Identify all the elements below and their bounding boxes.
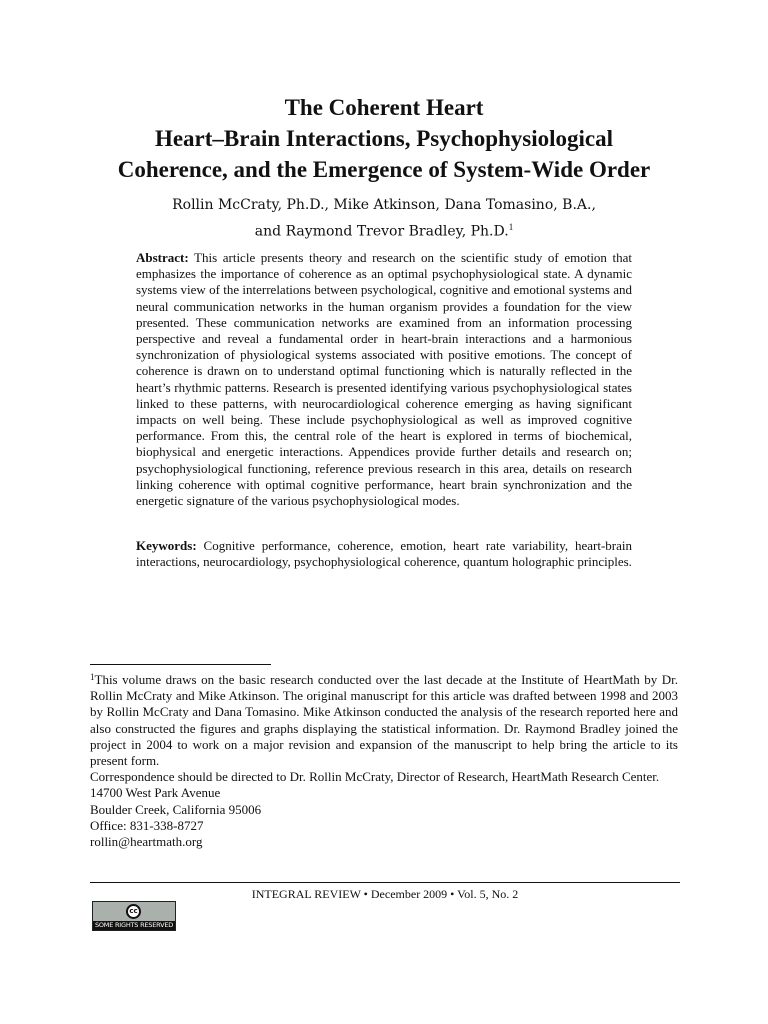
- authors-line-1: Rollin McCraty, Ph.D., Mike Atkinson, Dana Tomasino, B.A.,: [172, 197, 596, 213]
- keywords-label: Keywords:: [136, 538, 197, 553]
- article-title: [60, 92, 708, 185]
- footnote-marker[interactable]: 1: [508, 222, 514, 232]
- keywords-text: Cognitive performance, coherence, emotion, heart rate variability, heart-brain interactions, neurocardiology, psychophysiological coherence, quantum holographic principles.: [136, 538, 632, 570]
- footnote-body: [90, 669, 678, 769]
- journal-footer: INTEGRAL REVIEW • December 2009 • Vol. 5, No. 2: [251, 887, 519, 901]
- footer-divider: [90, 882, 680, 883]
- footnote: [90, 669, 678, 850]
- badge-label: SOME RIGHTS RESERVED: [94, 921, 174, 929]
- title-line-1: The Coherent Heart: [284, 95, 484, 120]
- creative-commons-icon: cc: [126, 904, 141, 919]
- abstract-label: Abstract:: [136, 250, 189, 265]
- title-line-3: Coherence, and the Emergence of System-Wide Order: [117, 157, 651, 182]
- abstract-text: This article presents theory and research on the scientific study of emotion that emphasizes the importance of coherence as an optimal psychophysiological state. A dynamic systems view of the interrelations between psychological, cognitive and emotional systems and neural communication networks in the human organism provides a foundation for the view presented. These communication networks are examined from an information processing perspective and reveal a fundamental order in heart-brain interactions and a harmonious synchronization of physiological systems associated with positive emotions. The concept of coherence is drawn on to understand optimal functioning which is naturally reflected in the heart’s rhythmic patterns. Research is presented identifying various psychophysiological states linked to these patterns, with neurocardiological coherence emerging as having significant impacts on well being. These include psychophysiological as well as improved cognitive performance. From this, the central role of the heart is explored in terms of biochemical, biophysical and energetic interactions. Appendices provide further details and research on; psychophysiological functioning, reference previous research in this area, details on research linking coherence with optimal cognitive performance, heart brain synchronization and the energetic signature of the various psychophysiological modes.: [136, 250, 632, 509]
- footnote-office-phone: Office: 831-338-8727: [90, 817, 204, 833]
- footnote-address-1: 14700 West Park Avenue: [90, 785, 221, 801]
- footnote-correspondence: Correspondence should be directed to Dr. Rollin McCraty, Director of Research, HeartMath Research Center.: [90, 769, 660, 785]
- keywords: [136, 538, 632, 570]
- abstract: [136, 250, 632, 509]
- footnote-address-2: Boulder Creek, California 95006: [90, 801, 262, 817]
- footnote-number: 1: [90, 672, 95, 682]
- footnote-email[interactable]: rollin@heartmath.org: [90, 834, 203, 850]
- authors-line-2: and Raymond Trevor Bradley, Ph.D.: [254, 223, 509, 240]
- creative-commons-badge[interactable]: [92, 901, 176, 931]
- authors-line-2-wrap: [60, 216, 708, 243]
- footnote-text: This volume draws on the basic research conducted over the last decade at the Institute of HeartMath by Dr. Rollin McCraty and Mike Atkinson. The original manuscript for this article was drafted between 1998 and 2003 by Rollin McCraty and Dana Tomasino. Mike Atkinson conducted the analysis of the research reported here and also constructed the figures and graphs displaying the statistical information. Dr. Raymond Bradley joined the project in 2004 to work on a major revision and expansion of the manuscript to help bring the article to its present form.: [90, 672, 678, 769]
- footnote-divider: [90, 664, 271, 665]
- title-line-2: Heart–Brain Interactions, Psychophysiological: [154, 126, 614, 151]
- author-list: [60, 194, 708, 243]
